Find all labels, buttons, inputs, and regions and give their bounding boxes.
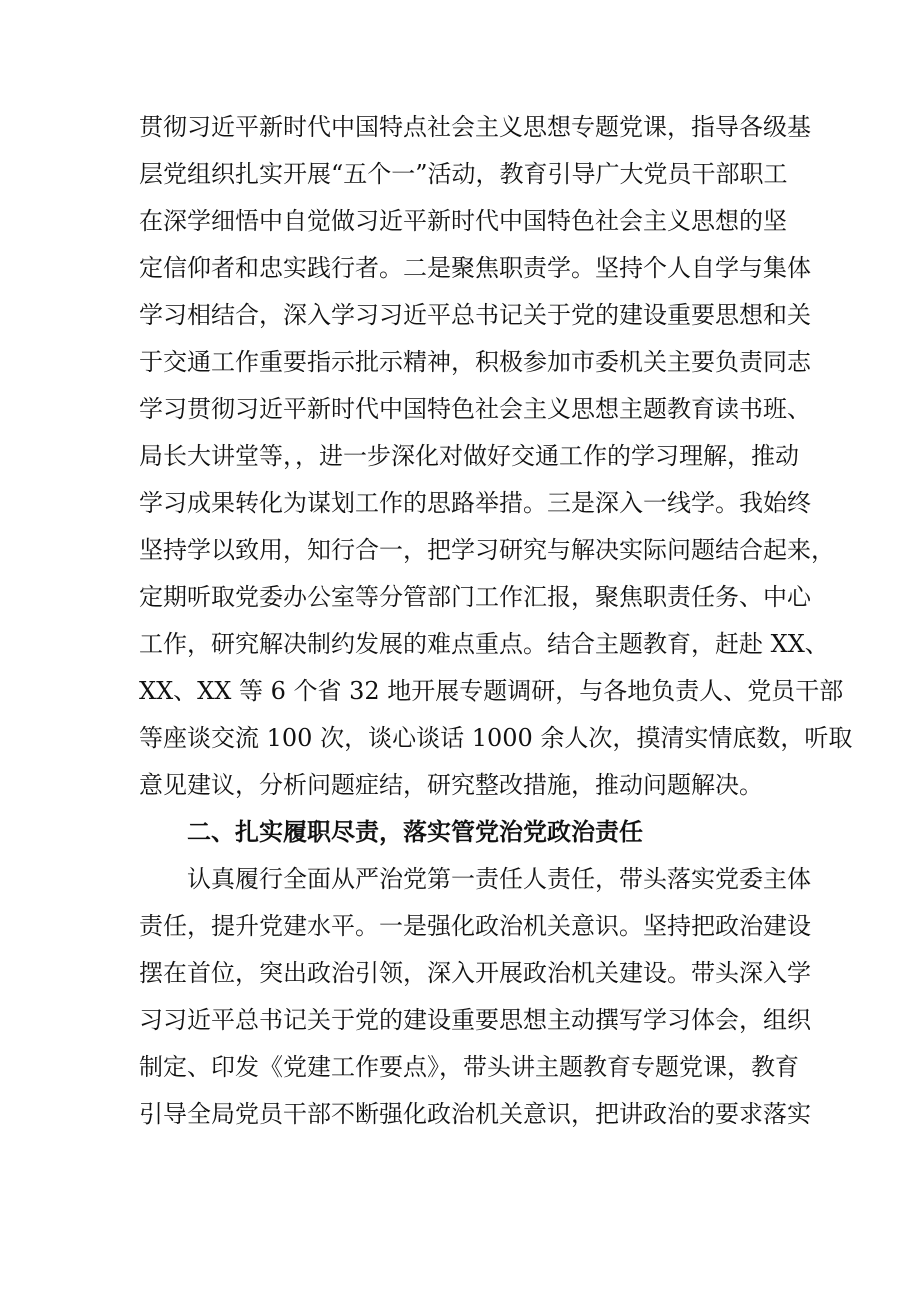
paragraph-line: 工作，研究解决制约发展的难点重点。结合主题教育，赶赴 XX、: [139, 630, 829, 658]
section-heading: 二、扎实履职尽责，落实管党治党政治责任: [187, 818, 643, 846]
paragraph-line: XX、XX 等 6 个省 32 地开展专题调研，与各地负责人、党员干部: [139, 677, 844, 705]
paragraph-line: 习习近平总书记关于党的建设重要思想主动撰写学习体会，组织: [139, 1006, 811, 1034]
paragraph-line: 在深学细悟中自觉做习近平新时代中国特色社会主义思想的坚: [139, 207, 787, 235]
paragraph-line: 定期听取党委办公室等分管部门工作汇报，聚焦职责任务、中心: [139, 583, 811, 611]
paragraph-line: 学习成果转化为谋划工作的思路举措。三是深入一线学。我始终: [139, 489, 811, 517]
paragraph-line: 学习相结合，深入学习习近平总书记关于党的建设重要思想和关: [139, 301, 811, 329]
paragraph-line: 引导全局党员干部不断强化政治机关意识，把讲政治的要求落实: [139, 1100, 811, 1128]
paragraph-line: 局长大讲堂等，，进一步深化对做好交通工作的学习理解，推动: [139, 442, 799, 470]
paragraph-line: 责任，提升党建水平。一是强化政治机关意识。坚持把政治建设: [139, 912, 811, 940]
paragraph-line: 制定、印发《党建工作要点》，带头讲主题教育专题党课，教育: [139, 1053, 799, 1081]
paragraph-line: 定信仰者和忠实践行者。二是聚焦职责学。坚持个人自学与集体: [139, 254, 811, 282]
paragraph-line: 坚持学以致用，知行合一，把学习研究与解决实际问题结合起来，: [139, 536, 835, 564]
paragraph-line: 学习贯彻习近平新时代中国特色社会主义思想主题教育读书班、: [139, 395, 811, 423]
paragraph-line: 等座谈交流 100 次，谈心谈话 1000 余人次，摸清实情底数，听取: [139, 724, 853, 752]
paragraph-line: 于交通工作重要指示批示精神，积极参加市委机关主要负责同志: [139, 348, 811, 376]
paragraph-line: 摆在首位，突出政治引领，深入开展政治机关建设。带头深入学: [139, 959, 811, 987]
paragraph-line: 意见建议，分析问题症结，研究整改措施，推动问题解决。: [139, 771, 763, 799]
paragraph-line: 层党组织扎实开展“五个一”活动，教育引导广大党员干部职工: [139, 160, 788, 188]
paragraph-line: 贯彻习近平新时代中国特点社会主义思想专题党课，指导各级基: [139, 113, 811, 141]
paragraph-line: 认真履行全面从严治党第一责任人责任，带头落实党委主体: [187, 865, 811, 893]
